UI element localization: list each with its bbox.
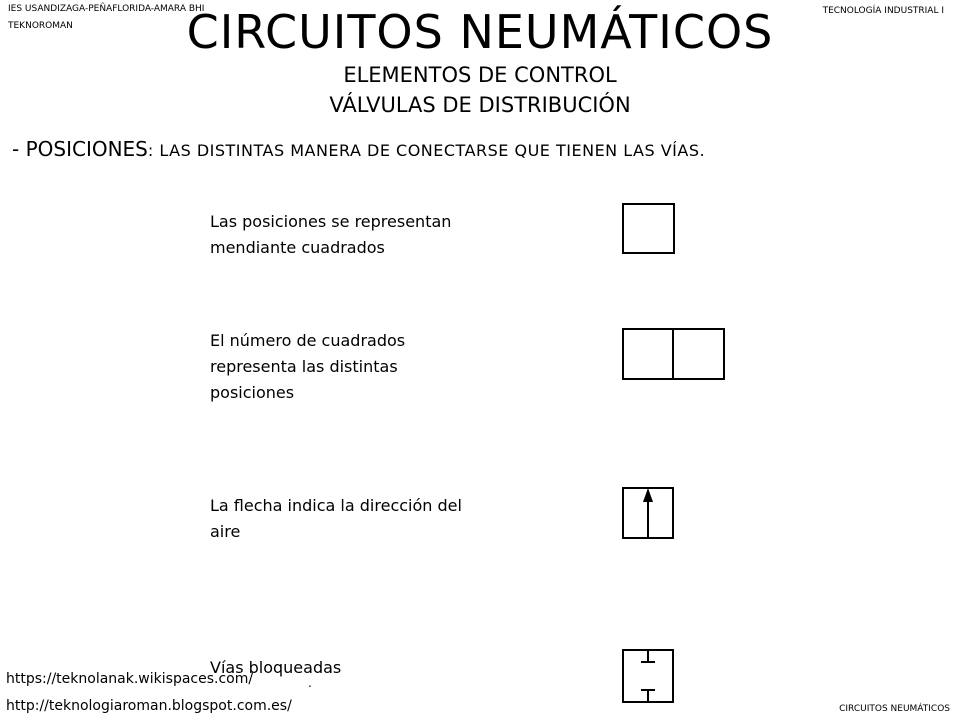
single-square-icon <box>618 200 682 258</box>
teknolanak-link[interactable]: https://teknolanak.wikispaces.com/ <box>6 671 254 687</box>
arrow-up-square-icon <box>618 484 680 544</box>
page-title: CIRCUITOS NEUMÁTICOS <box>186 5 774 59</box>
subtitle-control-elements: ELEMENTOS DE CONTROL <box>343 63 617 87</box>
subtitle-distribution-valves: VÁLVULAS DE DISTRIBUCIÓN <box>329 93 631 117</box>
positions-definition-text: : LAS DISTINTAS MANERA DE CONECTARSE QUE TIENEN LAS VÍAS. <box>147 141 706 160</box>
bullet-dash: - <box>12 137 26 161</box>
teknologiaroman-link[interactable]: http://teknologiaroman.blogspot.com.es/ <box>6 698 292 714</box>
double-square-icon <box>618 325 730 385</box>
item-description-blocked: Vías bloqueadas <box>210 658 342 677</box>
positions-definition <box>12 136 705 164</box>
school-name: IES USANDIZAGA-PEÑAFLORIDA-AMARA BHI <box>8 4 205 14</box>
item-description-arrow: La flecha indica la dirección del aire <box>210 496 462 541</box>
subject-name: TECNOLOGÍA INDUSTRIAL I <box>822 6 944 16</box>
footer-caption: CIRCUITOS NEUMÁTICOS <box>839 704 950 714</box>
item-description-positions: El número de cuadrados representa las distintas posiciones <box>210 331 406 402</box>
footer-dot: . <box>308 676 312 690</box>
positions-term: POSICIONES <box>25 137 148 161</box>
author-name: TEKNOROMAN <box>8 21 73 31</box>
blocked-ports-square-icon <box>618 646 680 708</box>
item-description-squares: Las posiciones se representan mendiante cuadrados <box>210 212 452 257</box>
